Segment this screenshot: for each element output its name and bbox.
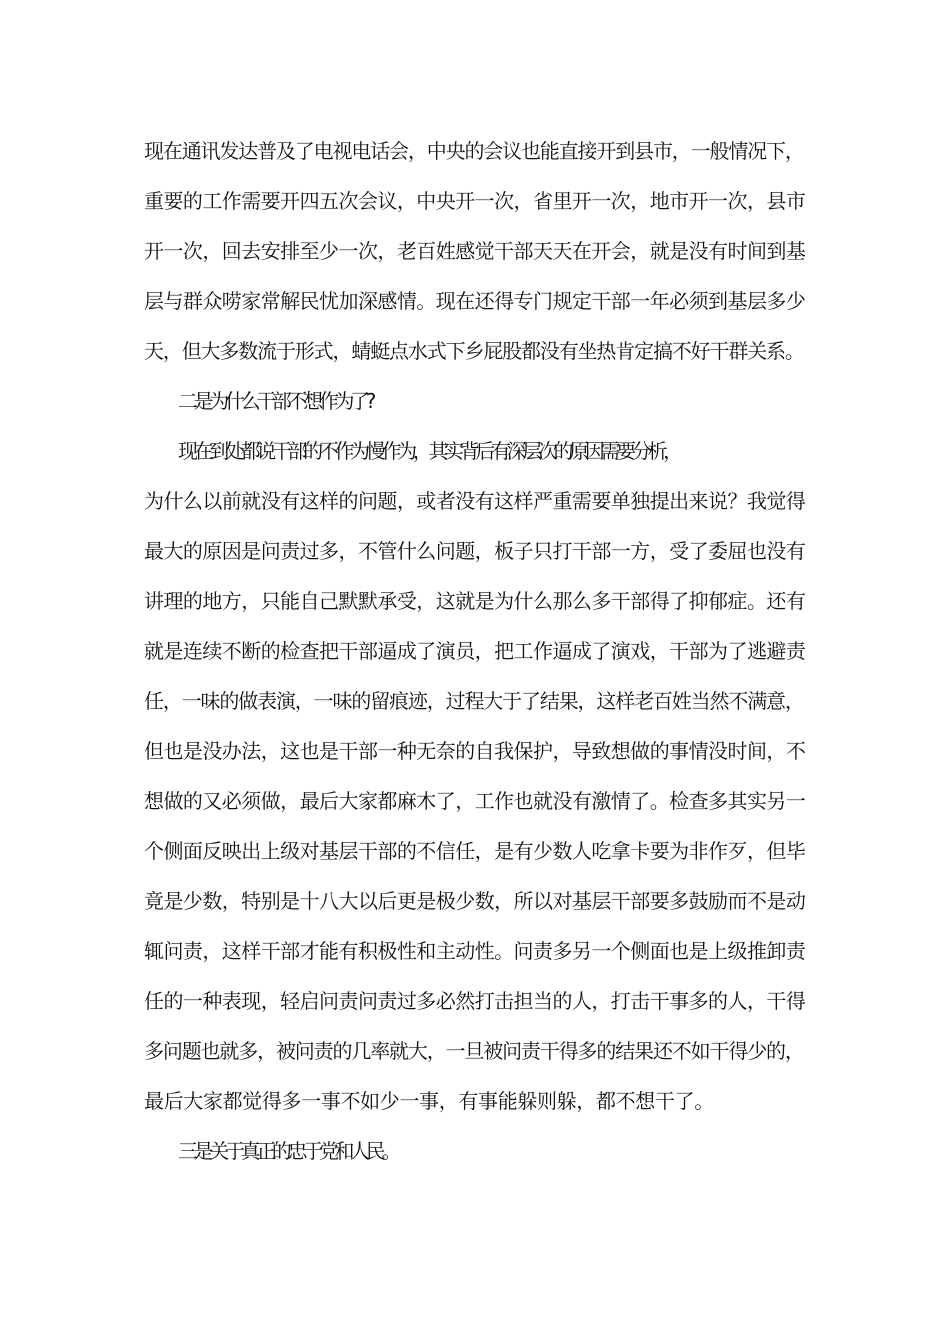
document-body — [144, 131, 806, 1181]
text-line: 开一次，回去安排至少一次，老百姓感觉干部天天在开会，就是没有时间到基 — [144, 239, 806, 263]
text-line: 层与群众唠家常解民忧加深感情。现在还得专门规定干部一年必须到基层多少 — [144, 289, 806, 313]
text-line: 辄问责，这样干部才能有积极性和主动性。问责多另一个侧面也是上级推卸责 — [144, 939, 806, 963]
text-line: 三是关于真正的忠于党和人民。 — [178, 1139, 398, 1163]
text-line: 个侧面反映出上级对基层干部的不信任，是有少数人吃拿卡要为非作歹，但毕 — [144, 839, 806, 863]
text-line: 现在通讯发达普及了电视电话会，中央的会议也能直接开到县市，一般情况下， — [144, 139, 804, 163]
text-line: 重要的工作需要开四五次会议，中央开一次，省里开一次，地市开一次，县市 — [144, 189, 806, 213]
text-line: 最大的原因是问责过多，不管什么问题，板子只打干部一方，受了委屈也没有 — [144, 539, 806, 563]
text-line: 讲理的地方，只能自己默默承受，这就是为什么那么多干部得了抑郁症。还有 — [144, 589, 806, 613]
text-line: 任的一种表现，轻启问责问责过多必然打击担当的人，打击干事多的人，干得 — [144, 989, 806, 1013]
text-line: 就是连续不断的检查把干部逼成了演员，把工作逼成了演戏，干部为了逃避责 — [144, 639, 806, 663]
text-line: 二是为什么干部不想作为了? — [178, 389, 373, 413]
text-line: 最后大家都觉得多一事不如少一事，有事能躲则躲，都不想干了。 — [144, 1089, 714, 1113]
text-line: 多问题也就多，被问责的几率就大，一旦被问责干得多的结果还不如干得少的， — [144, 1039, 804, 1063]
text-line: 但也是没办法，这也是干部一种无奈的自我保护，导致想做的事情没时间，不 — [144, 739, 806, 763]
text-line: 现在到处都说干部的不作为慢作为，其实背后有深层次的原因需要分析， — [178, 439, 679, 463]
text-line: 竟是少数，特别是十八大以后更是极少数，所以对基层干部要多鼓励而不是动 — [144, 889, 806, 913]
text-line: 想做的又必须做，最后大家都麻木了，工作也就没有激情了。检查多其实另一 — [144, 789, 806, 813]
text-line: 天，但大多数流于形式，蜻蜓点水式下乡屁股都没有坐热肯定搞不好干群关系。 — [144, 339, 804, 363]
text-line: 任，一味的做表演，一味的留痕迹，过程大于了结果，这样老百姓当然不满意， — [144, 689, 804, 713]
text-line: 为什么以前就没有这样的问题，或者没有这样严重需要单独提出来说？我觉得 — [144, 489, 806, 513]
